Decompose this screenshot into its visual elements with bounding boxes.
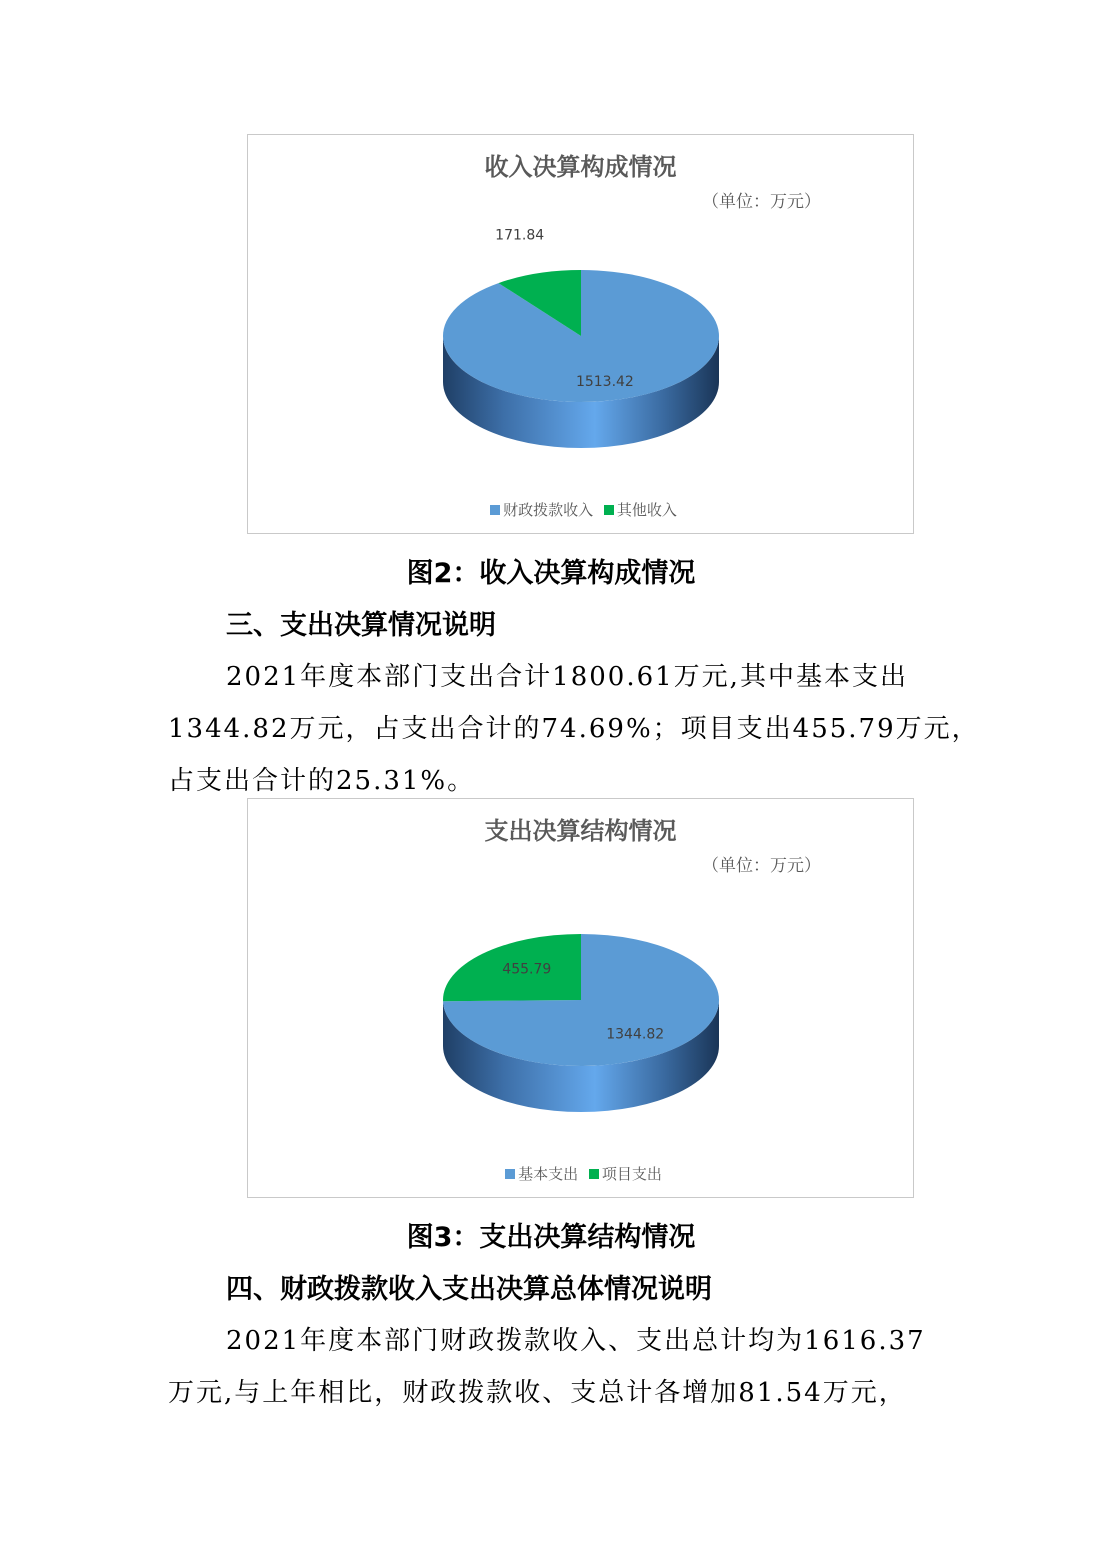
pie-chart-svg (248, 799, 915, 1199)
legend-label: 基本支出 (518, 1165, 579, 1183)
chart-legend (248, 499, 913, 520)
data-label: 1344.82 (606, 1026, 665, 1043)
expense-chart (247, 798, 914, 1198)
legend-swatch (604, 505, 614, 515)
data-label: 455.79 (502, 961, 552, 978)
section-heading: 四、财政拨款收入支出决算总体情况说明 (226, 1274, 712, 1305)
section-heading: 三、支出决算情况说明 (226, 610, 496, 641)
income-chart (247, 134, 914, 534)
figure-caption: 图2：收入决算构成情况 (406, 558, 696, 589)
legend-label: 财政拨款收入 (503, 501, 594, 519)
chart-unit: （单位：万元） (702, 856, 821, 876)
chart-unit: （单位：万元） (702, 192, 821, 212)
data-label: 171.84 (495, 227, 545, 244)
legend-label: 项目支出 (601, 1165, 662, 1183)
legend-swatch (505, 1169, 515, 1179)
paragraph-line: 2021年度本部门财政拨款收入、支出总计均为1616.37 (226, 1326, 926, 1356)
figure-caption: 图3：支出决算结构情况 (406, 1222, 696, 1253)
legend-swatch (490, 505, 500, 515)
chart-legend (248, 1163, 913, 1184)
chart-title: 支出决算结构情况 (484, 817, 677, 845)
legend-label: 其他收入 (616, 501, 677, 519)
paragraph-line: 2021年度本部门支出合计1800.61万元,其中基本支出 (226, 662, 908, 692)
data-label: 1513.42 (575, 373, 634, 390)
legend-swatch (589, 1169, 599, 1179)
paragraph-line: 万元,与上年相比，财政拨款收、支总计各增加81.54万元， (168, 1378, 907, 1408)
pie-chart-svg (248, 135, 915, 535)
paragraph-line: 占支出合计的25.31%。 (168, 766, 476, 796)
paragraph-line: 1344.82万元，占支出合计的74.69%；项目支出455.79万元， (168, 714, 980, 744)
chart-title: 收入决算构成情况 (484, 153, 677, 181)
